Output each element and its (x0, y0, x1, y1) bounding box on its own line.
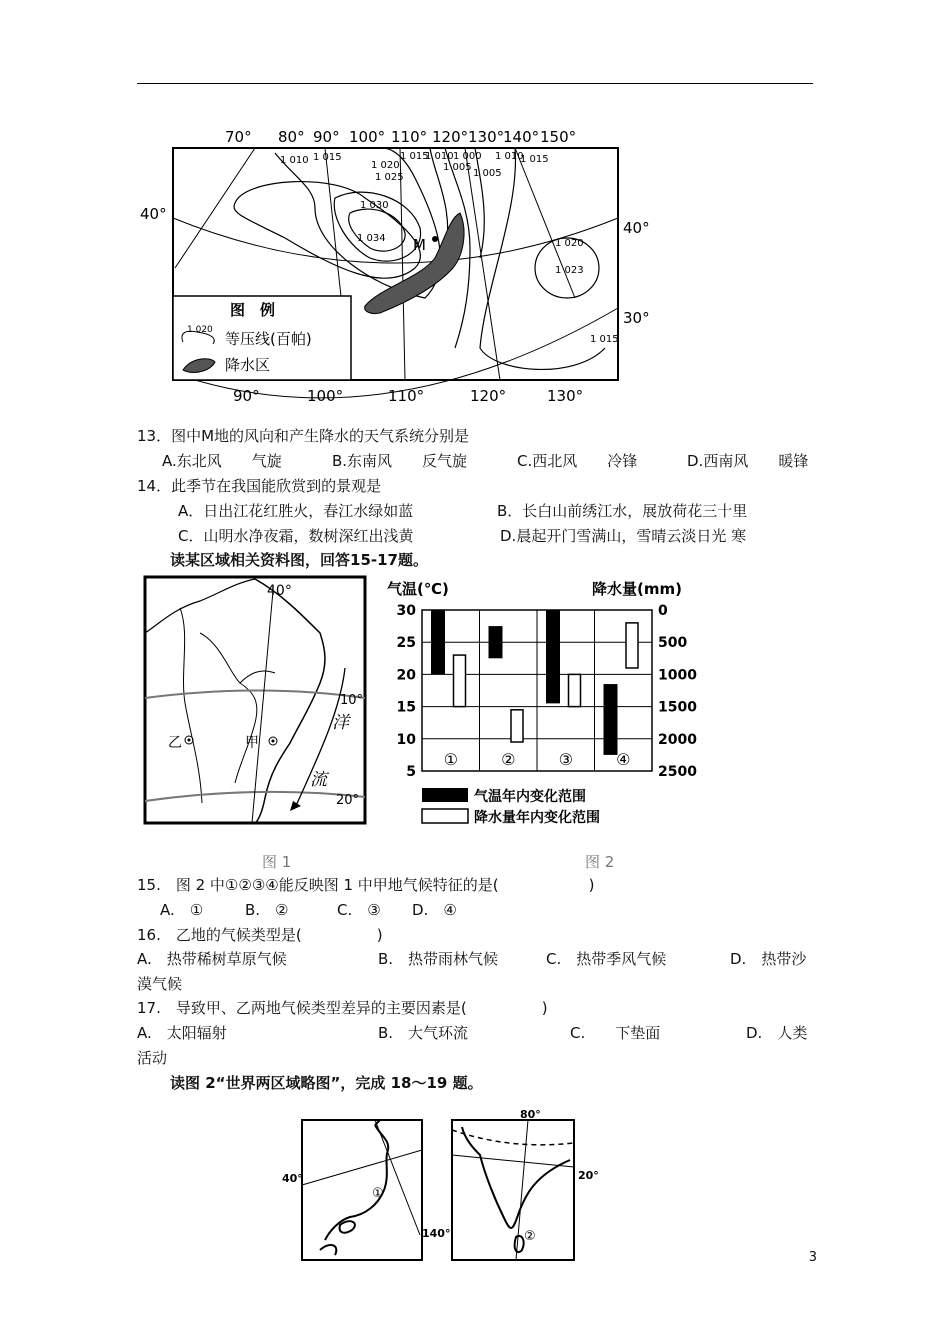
q16-continuation: 漠气候 (137, 975, 183, 993)
left-axis-title: 气温(℃) (387, 580, 449, 598)
point-m-marker (432, 236, 438, 242)
lon-bottom-label: 110° (388, 387, 425, 405)
legend-rain-label: 降水区 (225, 356, 271, 374)
q14-option-c[interactable]: C．山明水净夜霜，数树深红出浅黄 (178, 527, 414, 545)
right-tick-label: 2500 (658, 764, 697, 780)
lon-top-label: 80° (278, 128, 305, 146)
q13-option-b[interactable]: B.东南风 反气旋 (332, 452, 468, 470)
station-label: ④ (616, 750, 631, 769)
right-lon-label: 80° (520, 1108, 541, 1121)
q13-option-a[interactable]: A.东北风 气旋 (162, 452, 282, 470)
legend-temp-label: 气温年内变化范围 (474, 789, 586, 805)
isobar-value: 1 010 (425, 151, 454, 162)
lon-bottom-label: 130° (547, 387, 584, 405)
q16-options (137, 949, 806, 969)
japan-map-frame (302, 1120, 422, 1260)
right-lat-label: 20° (578, 1169, 599, 1182)
temperature-range-bar (431, 610, 445, 674)
lat-label: 30° (623, 309, 650, 327)
lon-top-label: 140° (503, 128, 540, 146)
isobar-value: 1 034 (357, 233, 386, 244)
q16-option-b[interactable]: B. 热带雨林气候 (378, 950, 499, 968)
lon-top-label: 70° (225, 128, 252, 146)
left-lat-label: 40° (282, 1172, 303, 1185)
q16-option-c[interactable]: C. 热带季风气候 (546, 950, 667, 968)
parallel-40 (173, 218, 618, 263)
q14-stem: 14．此季节在我国能欣赏到的景观是 (137, 477, 382, 495)
header-rule (137, 83, 813, 84)
right-tick-label: 0 (658, 603, 668, 619)
lon-40-label: 40° (267, 583, 292, 599)
isobar-value: 1 010 (280, 155, 309, 166)
legend-title: 图 例 (230, 301, 276, 319)
isobar-value: 1 023 (555, 265, 584, 276)
south-america-map (140, 573, 370, 828)
point-jia-label: 甲 (245, 735, 259, 751)
q17-continuation: 活动 (137, 1049, 168, 1067)
right-tick-label: 1500 (658, 699, 697, 716)
legend-isobar-value: 1 020 (187, 325, 213, 335)
station-label: ③ (558, 750, 573, 769)
q17-option-d[interactable]: D. 人类 (746, 1024, 808, 1042)
temperature-range-bar (489, 626, 503, 658)
q17-option-c[interactable]: C. 下垫面 (570, 1024, 661, 1042)
q14-option-d[interactable]: D.晨起开门雪满山，雪晴云淡日光 寒 (500, 527, 747, 545)
left-tick-label: 30 (396, 603, 416, 619)
q15-option-b[interactable]: B. ② (245, 901, 289, 919)
point-1-label: ① (372, 1186, 384, 1201)
fig1-caption: 图 1 (262, 853, 292, 871)
point-m-label: M (413, 236, 426, 254)
intro-18-19: 读图 2“世界两区域略图”，完成 18～19 题。 (170, 1074, 483, 1092)
temperature-range-bar (604, 684, 618, 755)
isobar-weather-map (135, 118, 655, 408)
right-tick-label: 500 (658, 635, 688, 652)
point-yi-label: 乙 (168, 735, 182, 751)
chart-plot-area (397, 603, 698, 780)
current-label: 流 (310, 770, 327, 790)
q13-options (162, 451, 808, 471)
isobar-value: 1 005 (443, 162, 472, 173)
left-tick-label: 25 (396, 635, 416, 652)
left-tick-label: 20 (396, 667, 416, 684)
legend-precip-label: 降水量年内变化范围 (474, 810, 600, 826)
q15-option-c[interactable]: C. ③ (337, 901, 381, 919)
lon-bottom-label: 100° (307, 387, 344, 405)
lon-top-label: 100° (349, 128, 386, 146)
q15-option-d[interactable]: D. ④ (412, 901, 457, 919)
climate-range-chart (382, 576, 702, 830)
right-tick-label: 1000 (658, 667, 697, 684)
isobar-value: 1 015 (400, 151, 429, 162)
q13-option-c[interactable]: C.西北风 冷锋 (517, 452, 638, 470)
station-label: ① (443, 750, 458, 769)
fig2-caption: 图 2 (585, 853, 615, 871)
q15-options (160, 900, 457, 920)
ocean-label: 洋 (332, 713, 349, 733)
lon-top-label: 90° (313, 128, 340, 146)
q15-option-a[interactable]: A. ① (160, 901, 204, 919)
left-lon-label: 140° (422, 1227, 451, 1240)
q17-stem: 17. 导致甲、乙两地气候类型差异的主要因素是( ) (137, 999, 548, 1017)
left-tick-label: 10 (396, 731, 416, 748)
isobar-value: 1 005 (473, 168, 502, 179)
isobar-value: 1 030 (360, 200, 389, 211)
q14-option-b[interactable]: B．长白山前绣江水，展放荷花三十里 (497, 502, 748, 520)
q13-stem: 13．图中M地的风向和产生降水的天气系统分别是 (137, 427, 470, 445)
q13-option-d[interactable]: D.西南风 暖锋 (687, 452, 809, 470)
lon-top-label: 110° (391, 128, 428, 146)
isobar-value: 1 015 (590, 334, 619, 345)
q17-option-b[interactable]: B. 大气环流 (378, 1024, 469, 1042)
intro-15-17: 读某区域相关资料图，回答15-17题。 (170, 551, 428, 569)
isobar-value: 1 010 (495, 151, 524, 162)
q17-options (137, 1023, 807, 1043)
station-label: ② (501, 750, 516, 769)
isobar-value: 1 015 (313, 152, 342, 163)
precipitation-range-bar (511, 710, 523, 742)
india-map-frame (452, 1120, 574, 1260)
precipitation-range-bar (454, 655, 466, 707)
lon-top-label: 150° (540, 128, 577, 146)
two-regions-map (280, 1105, 600, 1263)
q15-stem: 15. 图 2 中①②③④能反映图 1 中甲地气候特征的是( ) (137, 876, 595, 894)
lon-bottom-label: 90° (233, 387, 260, 405)
q16-option-d[interactable]: D. 热带沙 (730, 950, 807, 968)
isobar-value: 1 020 (555, 238, 584, 249)
left-tick-label: 5 (406, 764, 416, 780)
lat-10-label: 10° (340, 693, 364, 708)
legend-isobar-label: 等压线(百帕) (225, 330, 312, 348)
q16-option-a[interactable]: A. 热带稀树草原气候 (137, 950, 287, 968)
isobar-value: 1 025 (375, 172, 404, 183)
right-axis-title: 降水量(mm) (592, 580, 682, 598)
lat-20-label: 20° (336, 793, 360, 808)
temperature-range-bar (546, 610, 560, 703)
legend-temp-swatch (422, 788, 468, 802)
meridian (175, 148, 255, 268)
lon-top-label: 130° (468, 128, 505, 146)
isobar-value: 1 015 (520, 154, 549, 165)
q16-stem: 16. 乙地的气候类型是( ) (137, 926, 383, 944)
isobar-value: 1 020 (371, 160, 400, 171)
map1-legend (173, 296, 351, 380)
point-2-label: ② (524, 1229, 536, 1244)
lon-bottom-label: 120° (470, 387, 507, 405)
chart-legend (422, 788, 600, 826)
precipitation-range-bar (626, 623, 638, 668)
page-number: 3 (808, 1250, 817, 1265)
lon-top-label: 120° (432, 128, 469, 146)
legend-precip-swatch (422, 809, 468, 823)
q14-option-a[interactable]: A．日出江花红胜火，春江水绿如蓝 (178, 502, 414, 520)
lat-label: 40° (623, 219, 650, 237)
lat-label: 40° (140, 205, 167, 223)
right-tick-label: 2000 (658, 731, 697, 748)
left-tick-label: 15 (396, 699, 416, 716)
isobar-value: 1 000 (453, 151, 482, 162)
precipitation-range-bar (569, 674, 581, 706)
q17-option-a[interactable]: A. 太阳辐射 (137, 1024, 227, 1042)
